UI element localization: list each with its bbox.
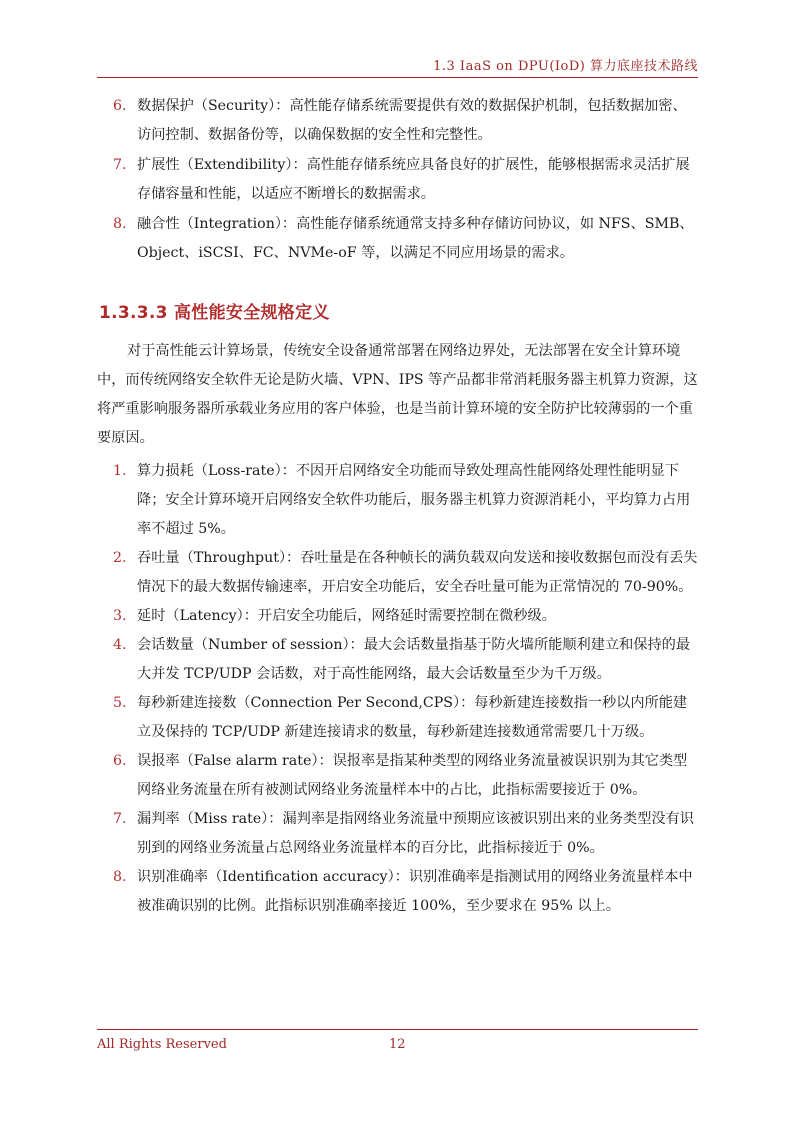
list-number: 3.	[113, 608, 127, 624]
section-title: 1.3.3.3 高性能安全规格定义	[99, 303, 330, 323]
list-text: 吞吐量（Throughput）：吞吐量是在各种帧长的满负载双向发送和接收数据包而没有丢失情况下的最大数据传输速率，开启安全功能后，安全吞吐量可能为正常情况的 70-90%。	[137, 550, 698, 595]
list-item	[97, 457, 699, 544]
storage-spec-list	[97, 92, 699, 268]
list-item	[97, 92, 699, 150]
security-spec-list	[97, 457, 699, 921]
list-text: 会话数量（Number of session）：最大会话数量指基于防火墙所能顺利建立和保持的最大并发 TCP/UDP 会话数，对于高性能网络，最大会话数量至少为千万级。	[137, 637, 691, 682]
page-content	[97, 92, 699, 921]
footer-copyright: All Rights Reserved	[97, 1037, 227, 1052]
list-text: 误报率（False alarm rate）：误报率是指某种类型的网络业务流量被误识别为其它类型网络业务流量在所有被测试网络业务流量样本中的占比，此指标需要接近于 0%。	[137, 753, 688, 798]
list-number: 7.	[113, 157, 127, 173]
page-footer	[97, 1029, 698, 1052]
list-text: 算力损耗（Loss-rate）：不因开启网络安全功能而导致处理高性能网络处理性能明显下降；安全计算环境开启网络安全软件功能后，服务器主机算力资源消耗小，平均算力占用率不超过 5%。	[137, 463, 691, 537]
list-number: 6.	[113, 98, 127, 114]
list-item	[97, 863, 699, 921]
section-intro: 对于高性能云计算场景，传统安全设备通常部署在网络边界处，无法部署在安全计算环境中，而传统网络安全软件无论是防火墙、VPN、IPS 等产品都非常消耗服务器主机算力资源，这将严重影响服务器所承载业务应用的客户体验，也是当前计算环境的安全防护比较薄弱的一个重要原因。	[97, 343, 698, 446]
list-item	[97, 689, 699, 747]
page-number: 12	[389, 1037, 406, 1052]
list-text: 识别准确率（Identification accuracy）：识别准确率是指测试用的网络业务流量样本中被准确识别的比例。此指标识别准确率接近 100%，至少要求在 95% 以上。	[137, 869, 693, 914]
list-item	[97, 544, 699, 602]
list-item	[97, 631, 699, 689]
list-item	[97, 151, 699, 209]
page-header	[97, 53, 698, 78]
list-number: 8.	[113, 216, 127, 232]
header-title: 1.3 IaaS on DPU(IoD) 算力底座技术路线	[433, 59, 698, 74]
list-text: 数据保护（Security）：高性能存储系统需要提供有效的数据保护机制，包括数据加密、访问控制、数据备份等，以确保数据的安全性和完整性。	[137, 98, 687, 143]
list-number: 2.	[113, 550, 127, 566]
list-number: 6.	[113, 753, 127, 769]
list-number: 1.	[113, 463, 127, 479]
list-item	[97, 210, 699, 268]
list-text: 扩展性（Extendibility）：高性能存储系统应具备良好的扩展性，能够根据需求灵活扩展存储容量和性能，以适应不断增长的数据需求。	[137, 157, 690, 202]
list-text: 融合性（Integration）：高性能存储系统通常支持多种存储访问协议，如 NFS、SMB、Object、iSCSI、FC、NVMe-oF 等，以满足不同应用场景的需求。	[137, 216, 694, 261]
list-item	[97, 747, 699, 805]
list-item	[97, 602, 699, 631]
list-number: 8.	[113, 869, 127, 885]
list-number: 7.	[113, 811, 127, 827]
list-text: 漏判率（Miss rate）：漏判率是指网络业务流量中预期应该被识别出来的业务类型没有识别到的网络业务流量占总网络业务流量样本的百分比，此指标接近于 0%。	[137, 811, 694, 856]
list-number: 5.	[113, 695, 127, 711]
list-item	[97, 805, 699, 863]
list-text: 延时（Latency）：开启安全功能后，网络延时需要控制在微秒级。	[137, 608, 556, 624]
list-number: 4.	[113, 637, 127, 653]
list-text: 每秒新建连接数（Connection Per Second,CPS）：每秒新建连接数指一秒以内所能建立及保持的 TCP/UDP 新建连接请求的数量，每秒新建连接数通常需要几十万级。	[137, 695, 688, 740]
